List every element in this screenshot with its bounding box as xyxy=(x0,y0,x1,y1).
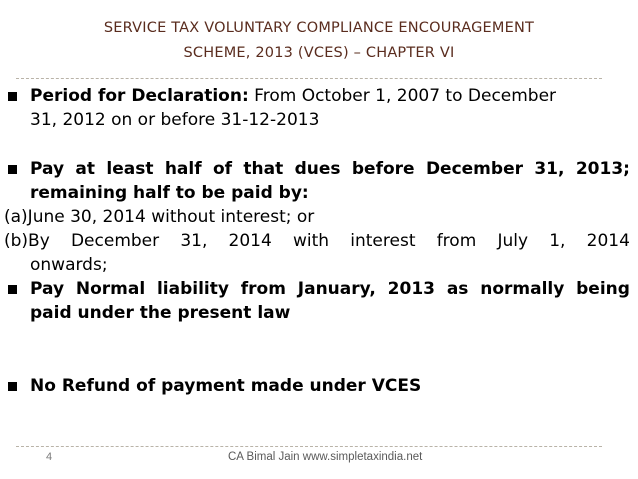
word: Normal xyxy=(75,279,146,299)
word: being xyxy=(576,279,630,299)
normal-liability-line-2: paid under the present law xyxy=(30,303,291,323)
word: normally xyxy=(480,279,565,299)
word: at xyxy=(75,159,96,179)
declaration-line-2: 31, 2012 on or before 31-12-2013 xyxy=(30,110,320,130)
word: Pay xyxy=(30,159,65,179)
slide-title-line-2: SCHEME, 2013 (VCES) – CHAPTER VI xyxy=(183,45,455,61)
pay-half-line-1 xyxy=(30,157,630,181)
word: from xyxy=(240,279,286,299)
word: interest xyxy=(350,231,416,251)
option-b-line-2: onwards; xyxy=(30,255,108,275)
bullet-square-icon xyxy=(8,285,17,294)
footer-credit: CA Bimal Jain www.simpletaxindia.net xyxy=(228,451,423,463)
option-a: (a)June 30, 2014 without interest; or xyxy=(4,207,315,227)
word: of xyxy=(212,159,233,179)
word: liability xyxy=(156,279,229,299)
word: Pay xyxy=(30,279,65,299)
bullet-square-icon xyxy=(8,382,17,391)
word: from xyxy=(436,231,477,251)
option-b-line-1 xyxy=(4,229,630,253)
word: January, xyxy=(297,279,376,299)
word: December xyxy=(70,231,160,251)
normal-liability-line-1 xyxy=(30,277,630,301)
bottom-divider xyxy=(16,446,602,447)
word: 1, xyxy=(549,231,566,251)
slide-title-line-1: SERVICE TAX VOLUNTARY COMPLIANCE ENCOURAGEMENT xyxy=(103,20,535,36)
word: before xyxy=(351,159,415,179)
declaration-line-1 xyxy=(30,84,556,108)
no-refund: No Refund of payment made under VCES xyxy=(30,376,422,396)
word: 31, xyxy=(534,159,565,179)
word: half xyxy=(164,159,202,179)
word: 31, xyxy=(180,231,208,251)
word: December xyxy=(425,159,523,179)
declaration-label: Period for Declaration: xyxy=(30,86,249,106)
word: 2013; xyxy=(575,159,630,179)
pay-half-line-2: remaining half to be paid by: xyxy=(30,183,309,203)
bullet-square-icon xyxy=(8,92,17,101)
declaration-text-1: From October 1, 2007 to December xyxy=(248,86,557,106)
word: (b)By xyxy=(4,231,50,251)
word: dues xyxy=(294,159,341,179)
word: least xyxy=(106,159,154,179)
word: as xyxy=(446,279,469,299)
page-number: 4 xyxy=(46,451,53,463)
word: 2014 xyxy=(586,231,630,251)
word: 2014 xyxy=(228,231,272,251)
word: that xyxy=(243,159,284,179)
word: 2013 xyxy=(387,279,435,299)
bullet-square-icon xyxy=(8,165,17,174)
word: with xyxy=(293,231,330,251)
word: July xyxy=(497,231,529,251)
